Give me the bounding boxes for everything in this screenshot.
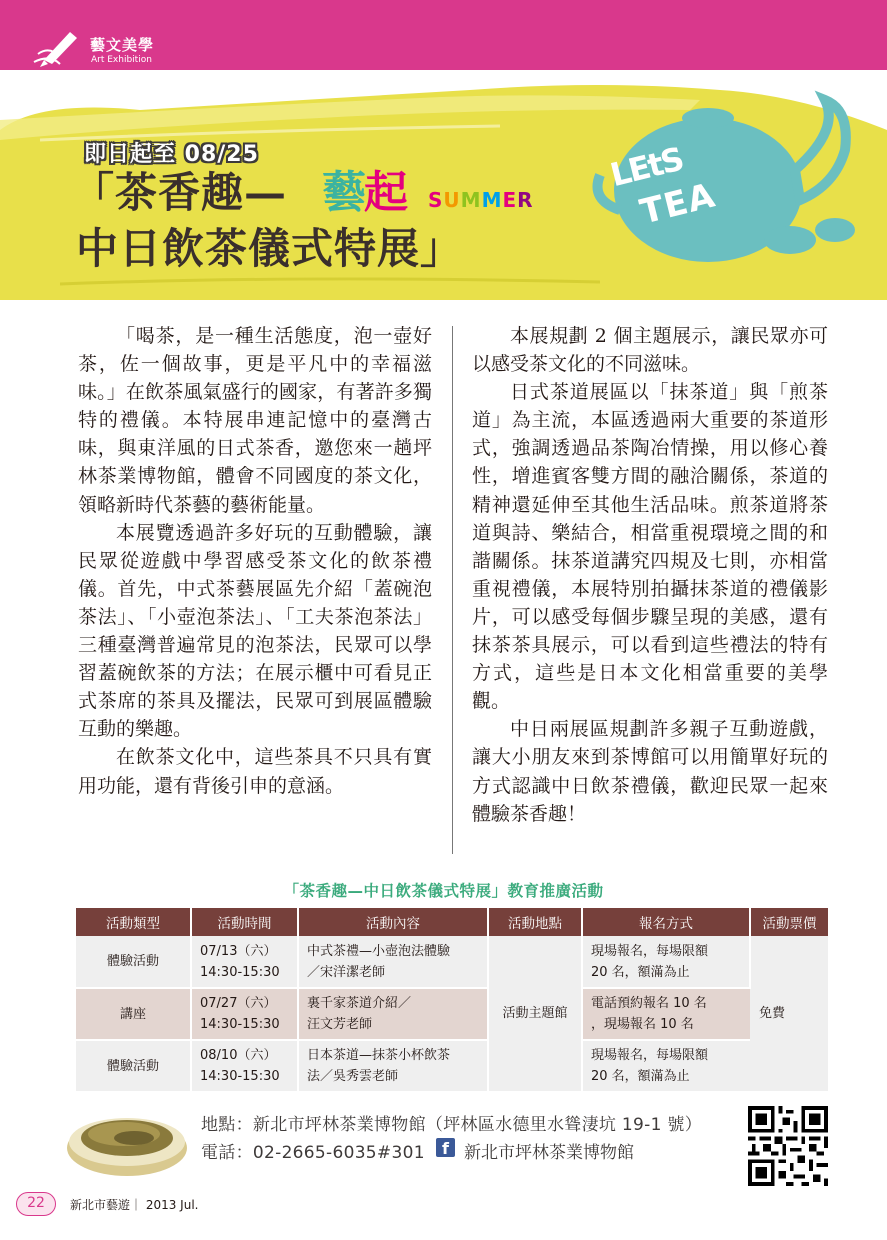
category-title: 藝文美學	[90, 36, 155, 54]
column-divider	[452, 326, 453, 854]
activity-type: 體驗活動	[76, 1040, 191, 1092]
content-line: 法／吳秀雲老師	[307, 1069, 399, 1084]
activity-content	[298, 988, 488, 1040]
lets-lettering: LEtS	[606, 139, 687, 195]
summer-letter: M	[460, 188, 482, 212]
address-line: 地點：新北市坪林茶業博物館（坪林區水德里水聳淒坑 19-1 號）	[201, 1115, 702, 1135]
article-column-right	[472, 322, 828, 828]
summer-letter: S	[428, 188, 444, 212]
table-row	[76, 988, 828, 1040]
article-column-left	[78, 322, 432, 800]
table-header-cell: 活動票價	[750, 908, 828, 936]
activity-content	[298, 1040, 488, 1092]
page-number: 22	[16, 1192, 56, 1216]
qr-code-icon[interactable]	[748, 1106, 828, 1186]
table-header-cell: 活動地點	[488, 908, 582, 936]
activity-table	[76, 908, 828, 1093]
activity-type: 體驗活動	[76, 936, 191, 988]
page-title-line2: 中日飲茶儀式特展」	[76, 224, 464, 273]
content-line: 日本茶道—抹茶小杯飲茶	[307, 1048, 451, 1063]
activity-signup	[582, 988, 750, 1040]
activity-hours: 14:30-15:30	[200, 1069, 280, 1084]
activity-time	[191, 988, 298, 1040]
content-line: 裏千家茶道介紹／	[307, 996, 412, 1011]
yiqi-logo	[322, 156, 406, 220]
article-paragraph: 日式茶道展區以「抹茶道」與「煎茶道」為主流，本區透過兩大重要的茶道形式，強調透過品茶陶冶情操，用以修心養性，增進賓客雙方間的融洽關係，茶道的精神還延伸至其他生活品味。煎茶道將茶道與詩、樂結合，相當重視環境之間的和諧關係。抹茶道講究四規及七則，亦相當重視禮儀，本展特別拍攝抹茶道的禮儀影片，可以感受每個步驟呈現的美感，還有抹茶茶具展示，可以看到這些禮法的特有方式，這些是日本文化相當重要的美學觀。	[472, 381, 828, 713]
category-subtitle: Art Exhibition	[91, 55, 152, 65]
activity-hours: 14:30-15:30	[200, 1017, 280, 1032]
table-header-cell: 活動時間	[191, 908, 298, 936]
signup-line: 20 名，額滿為止	[591, 1069, 690, 1084]
activity-time	[191, 1040, 298, 1092]
tea-lettering: TEA	[636, 175, 720, 233]
activity-price: 免費	[750, 936, 828, 1092]
facebook-icon[interactable]: f	[436, 1138, 455, 1157]
activity-signup	[582, 936, 750, 988]
activity-date: 08/10（六）	[200, 1048, 277, 1063]
activity-type: 講座	[76, 988, 191, 1040]
yiqi-char1: 藝	[322, 167, 364, 218]
signup-line: 20 名，額滿為止	[591, 964, 690, 980]
activity-date: 07/13（六）	[200, 943, 277, 959]
activity-time	[191, 936, 298, 988]
signup-line: 電話預約報名 10 名	[591, 996, 707, 1011]
summer-letter: U	[443, 188, 461, 212]
activity-location: 活動主題館	[488, 936, 582, 1092]
article-paragraph: 本展規劃 2 個主題展示，讓民眾亦可以感受茶文化的不同滋味。	[472, 325, 828, 376]
summer-letter: R	[517, 188, 534, 212]
publication-line: 新北市藝遊｜ 2013 Jul.	[70, 1198, 199, 1212]
header-band	[0, 0, 887, 70]
article-paragraph: 在飲茶文化中，這些茶具不只具有實用功能，還有背後引申的意涵。	[78, 746, 432, 797]
table-header-cell: 活動類型	[76, 908, 191, 936]
table-title: 「茶香趣—中日飲茶儀式特展」教育推廣活動	[283, 882, 604, 900]
table-row	[76, 936, 828, 988]
signup-line: 現場報名，每場限額	[591, 1048, 709, 1063]
pen-brush-icon	[30, 26, 90, 68]
phone-line: 電話：02-2665-6035#301	[201, 1143, 425, 1163]
activity-hours: 14:30-15:30	[200, 964, 280, 980]
summer-letter: M	[481, 188, 503, 212]
table-row	[76, 1040, 828, 1092]
content-line: ／宋洋潔老師	[307, 964, 386, 980]
summer-lettering	[428, 188, 534, 212]
activity-content	[298, 936, 488, 988]
table-header-cell: 活動內容	[298, 908, 488, 936]
article-paragraph: 「喝茶，是一種生活態度，泡一壺好茶，佐一個故事，更是平凡中的幸福滋味。」在飲茶風氣盛行的國家，有著許多獨特的禮儀。本特展串連記憶中的臺灣古味，與東洋風的日式茶香，邀您來一趟坪林茶業博物館，體會不同國度的茶文化，領略新時代茶藝的藝術能量。	[78, 325, 432, 516]
signup-line: ，現場報名 10 名	[591, 1017, 694, 1032]
content-line: 汪文芳老師	[307, 1017, 373, 1032]
article-paragraph: 中日兩展區規劃許多親子互動遊戲，讓大小朋友來到茶博館可以用簡單好玩的方式認識中日飲茶禮儀，歡迎民眾一起來體驗茶香趣！	[472, 718, 828, 825]
table-header-cell: 報名方式	[582, 908, 750, 936]
tea-leaves-image	[64, 1092, 190, 1182]
signup-line: 現場報名，每場限額	[591, 943, 709, 959]
activity-date: 07/27（六）	[200, 996, 277, 1011]
page-title-line1: 「茶香趣—	[72, 168, 288, 217]
activity-signup	[582, 1040, 750, 1092]
facebook-page-name[interactable]: 新北市坪林茶業博物館	[464, 1143, 634, 1163]
date-line: 即日起至 08/25	[84, 142, 259, 167]
hero-banner	[0, 70, 887, 300]
yiqi-char2: 起	[364, 167, 406, 218]
summer-letter: E	[502, 188, 518, 212]
article-paragraph: 本展覽透過許多好玩的互動體驗，讓民眾從遊戲中學習感受茶文化的飲茶禮儀。首先，中式茶藝展區先介紹「蓋碗泡茶法」、「小壺泡茶法」、「工夫茶泡茶法」三種臺灣普遍常見的泡茶法，民眾可以學習蓋碗飲茶的方法；在展示櫃中可看見正式茶席的茶具及擺法，民眾可到展區體驗互動的樂趣。	[78, 521, 432, 741]
content-line: 中式茶禮—小壺泡法體驗	[307, 943, 451, 959]
table-header-row	[76, 908, 828, 936]
